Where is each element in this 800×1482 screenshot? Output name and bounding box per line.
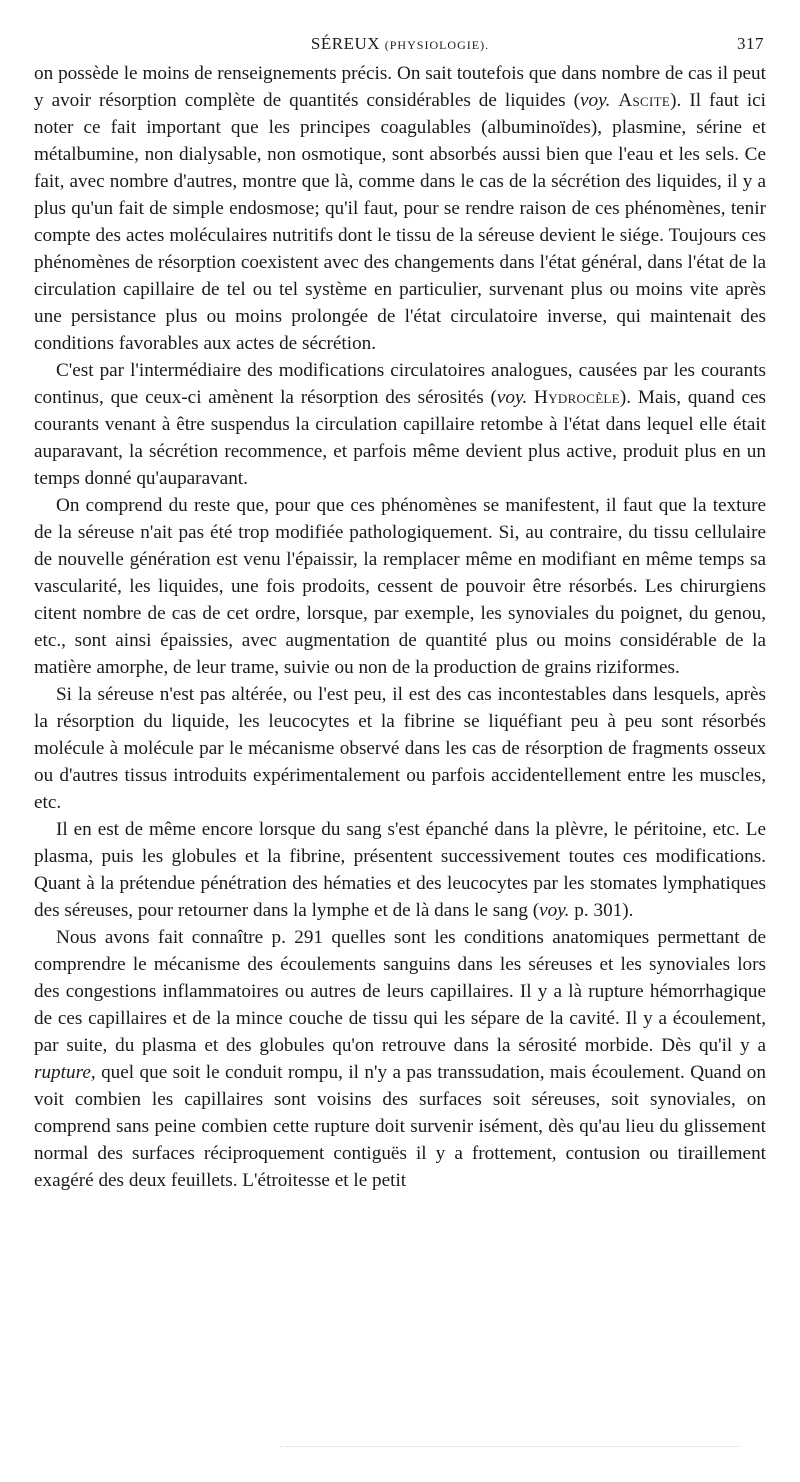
running-header xyxy=(34,30,766,60)
cross-ref-ascite: Ascite xyxy=(618,90,671,111)
cross-ref-voy: voy. xyxy=(539,900,570,921)
paragraph-6-text-b: , quel que soit le conduit rompu, il n'y a pas transsudation, mais écoulement. Quand on voit combien les capillaires sont voisins des surfaces soit séreuses, soit synoviales, on comprend sans peine combien cette rupture doit survenir isément, dès qu'au lieu du glissement normal des surfaces réciproquement contiguës il y a frottement, contusion ou tiraillement exagéré des deux feuillets. L'étroitesse et le petit xyxy=(34,1062,766,1191)
running-title-main: SÉREUX xyxy=(310,34,381,53)
body-text xyxy=(34,60,766,1194)
paragraph-5 xyxy=(34,816,766,924)
paragraph-4: Si la séreuse n'est pas altérée, ou l'est peu, il est des cas incontestables dans lesquels, après la résorption du liquide, les leucocytes et la fibrine se liquéfiant peu à peu sont résorbés molécule à molécule par le mécanisme observé dans les cas de résorption de fragments osseux ou d'autres tissus introduits expérimentalement ou parfois accidentellement entre les muscles, etc. xyxy=(34,684,766,813)
paragraph-1-text-a: on possède le moins de renseignements précis. On sait toutefois que dans nombre de cas il peut y avoir résorption complète de quantités considérables de liquides ( xyxy=(34,63,766,111)
scan-footer-mark xyxy=(280,1446,740,1449)
page-number: 317 xyxy=(737,34,764,53)
cross-ref-hydrocele: Hydrocèle xyxy=(534,387,620,408)
paragraph-1-text-b: ). Il faut ici noter ce fait important que les principes coagulables (albuminoïdes), plasmine, sérine et métalbumine, non dialysable, non osmotique, sont absorbés aussi bien que l'eau et les sels. Ce fait, avec nombre d'autres, montre que là, comme dans le cas de la sécrétion des liquides, il y a plus qu'un fait de simple endosmose; qu'il faut, pour se rendre raison de ces phénomènes, tenir compte des actes moléculaires nutritifs dont le tissu de la séreuse devient le siége. Toujours ces phénomènes de résorption coexistent avec des changements dans l'état général, dans l'état de la circulation capillaire de tel ou tel système en particulier, survenant plus ou moins vite après une persistance plus ou moins prolongée de l'état circulatoire inverse, qui maintenait des conditions favorables aux actes de sécrétion. xyxy=(34,90,767,354)
cross-ref-voy: voy. xyxy=(580,90,611,111)
emphasis-rupture: rupture xyxy=(34,1062,91,1083)
paragraph-2 xyxy=(34,357,766,492)
paragraph-2-text-b: ). Mais, quand ces courants venant à être suspendus la circulation capillaire retombe à l'état dans lequel elle était auparavant, la sécrétion recommence, et parfois même devient plus active, produit plus en un temps donné qu'auparavant. xyxy=(34,387,766,489)
paragraph-1 xyxy=(34,60,766,357)
cross-ref-voy: voy. xyxy=(496,387,528,408)
paragraph-5-text-a: Il en est de même encore lorsque du sang s'est épanché dans la plèvre, le péritoine, etc. Le plasma, puis les globules et la fibrine, présentent successivement toutes ces modifications. Quant à la prétendue pénétration des hématies et des leucocytes par les stomates lymphatiques des séreuses, pour retourner dans la lymphe et de là dans le sang ( xyxy=(34,819,766,921)
paragraph-2-text-a: C'est par l'intermédiaire des modifications circulatoires analogues, causées par les courants continus, que ceux-ci amènent la résorption des sérosités ( xyxy=(34,360,766,408)
paragraph-5-text-b: p. 301). xyxy=(569,900,634,921)
paragraph-6 xyxy=(34,924,766,1194)
running-title xyxy=(34,34,766,54)
running-title-sub: (PHYSIOLOGIE). xyxy=(384,38,490,52)
paragraph-3: On comprend du reste que, pour que ces phénomènes se manifestent, il faut que la texture de la séreuse n'ait pas été trop modifiée pathologiquement. Si, au contraire, du tissu cellulaire de nouvelle génération est venu l'épaissir, la remplacer même en modifiant en même temps sa vascularité, les liquides, une fois prodoits, cessent de pouvoir être résorbés. Les chirurgiens citent nombre de cas de cet ordre, lorsque, par exemple, les synoviales du poignet, du genou, etc., sont ainsi épaissies, avec augmentation de quantité plus ou moins considérable de la matière amorphe, de leur trame, suivie ou non de la production de grains riziformes. xyxy=(34,495,766,678)
paragraph-6-text-a: Nous avons fait connaître p. 291 quelles sont les conditions anatomiques permettant de comprendre le mécanisme des écoulements sanguins dans les séreuses et les synoviales lors des congestions inflammatoires ou autres de leurs capillaires. Il y a là rupture hémorrhagique de ces capillaires et de la mince couche de tissu qui les sépare de la cavité. Il y a écoulement, par suite, du plasma et des globules qu'on retrouve dans la sérosité morbide. Dès qu'il y a xyxy=(34,927,766,1056)
